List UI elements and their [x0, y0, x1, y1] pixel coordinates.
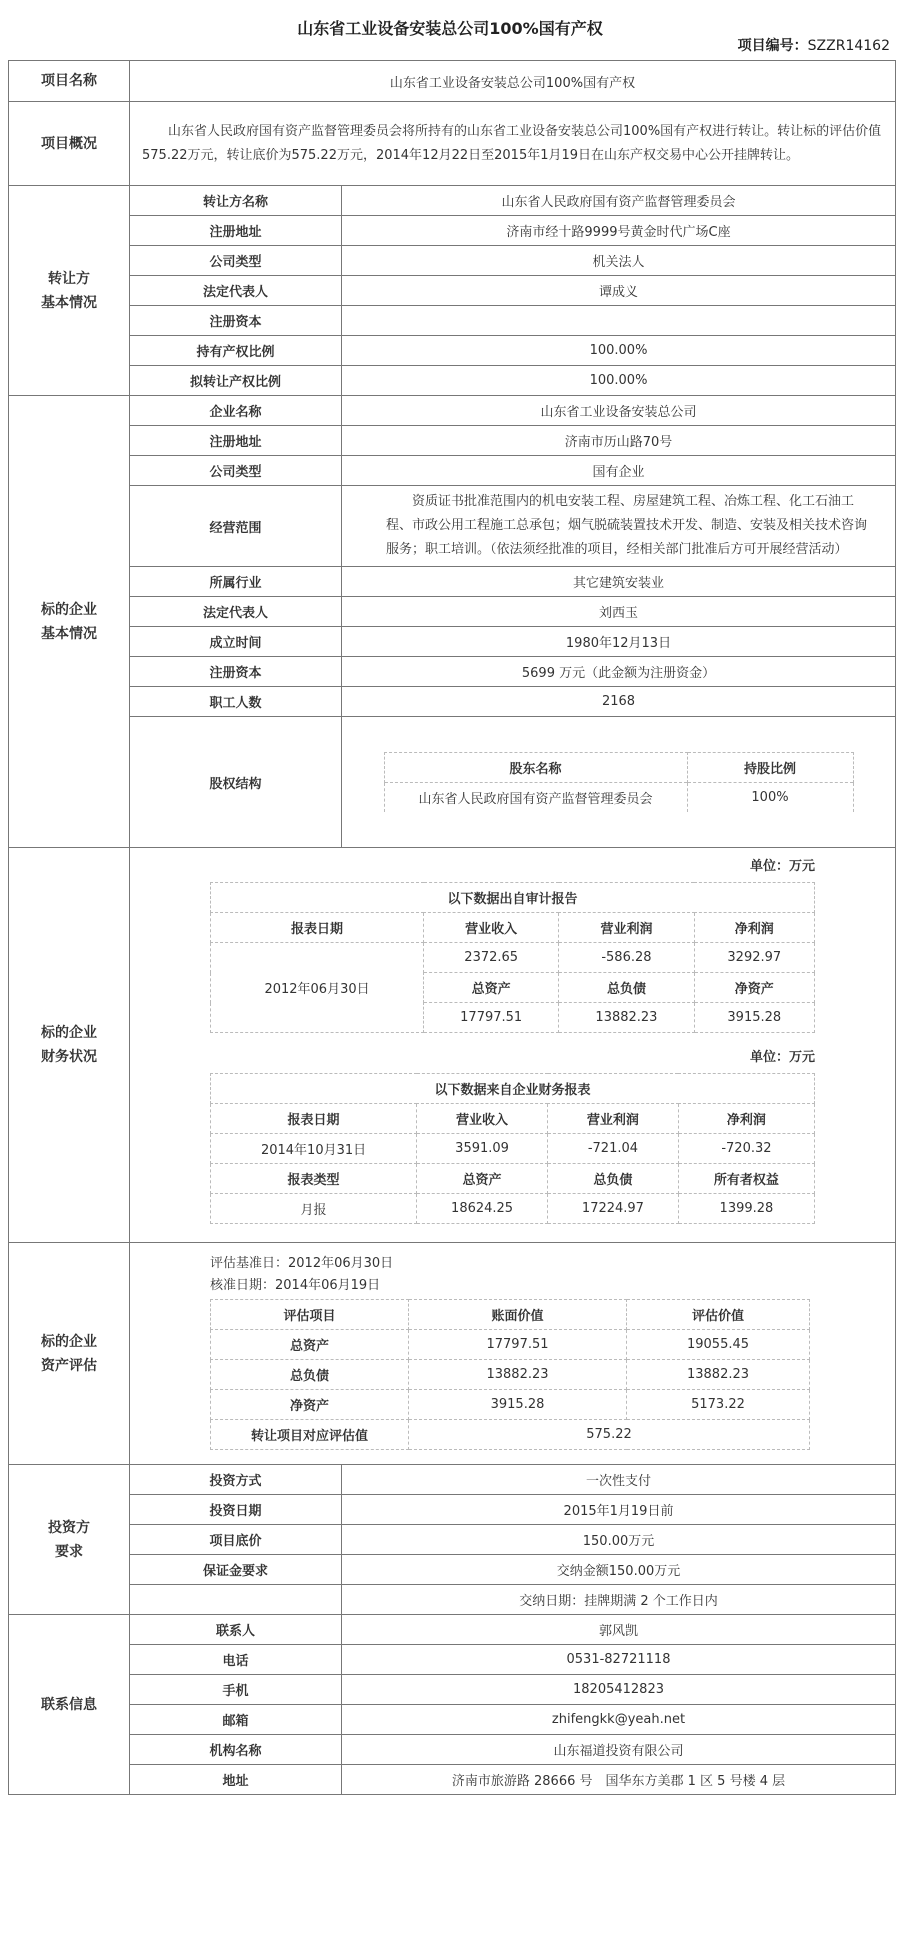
table-cell: 100% [687, 783, 853, 813]
column-header: 持股比例 [687, 753, 853, 783]
field-label: 法定代表人 [130, 597, 342, 627]
table-cell: 5173.22 [627, 1390, 810, 1420]
table-cell: 18624.25 [417, 1194, 548, 1224]
table-cell: 575.22 [409, 1420, 810, 1450]
table-row [211, 1390, 810, 1420]
investor-label-line2: 要求 [55, 1543, 83, 1560]
table-row [211, 1104, 815, 1134]
column-header: 营业收入 [417, 1104, 548, 1134]
field-value: 一次性支付 [342, 1465, 896, 1495]
target-section-label [9, 396, 130, 848]
row-header: 净资产 [211, 1390, 409, 1420]
project-name-row [9, 61, 896, 102]
table-cell: 3292.97 [694, 943, 814, 973]
table-row [130, 366, 895, 396]
column-header: 总资产 [417, 1164, 548, 1194]
project-name-value: 山东省工业设备安装总公司100%国有产权 [130, 61, 896, 102]
field-value: 交纳金额150.00万元 [342, 1555, 896, 1585]
transferor-label-line2: 基本情况 [41, 294, 97, 311]
field-label: 公司类型 [130, 246, 342, 276]
field-label: 注册资本 [130, 657, 342, 687]
column-header: 账面价值 [409, 1300, 627, 1330]
field-label: 成立时间 [130, 627, 342, 657]
table-cell: 17797.51 [409, 1330, 627, 1360]
page-title: 山东省工业设备安装总公司100%国有产权 [297, 19, 603, 38]
contact-table [130, 1615, 895, 1794]
column-header: 营业利润 [548, 1104, 679, 1134]
project-code-label: 项目编号： [737, 38, 808, 54]
report-table [210, 1073, 815, 1224]
project-name-label: 项目名称 [9, 61, 130, 102]
field-value: 100.00% [342, 336, 896, 366]
table-row [130, 657, 895, 687]
field-value: 其它建筑安装业 [342, 567, 896, 597]
field-label: 项目底价 [130, 1525, 342, 1555]
field-label: 地址 [130, 1765, 342, 1795]
field-label: 所属行业 [130, 567, 342, 597]
audit-table [210, 882, 815, 1033]
table-cell: 3915.28 [694, 1003, 814, 1033]
table-row [384, 753, 853, 783]
row-header: 转让项目对应评估值 [211, 1420, 409, 1450]
table-cell: 17224.97 [548, 1194, 679, 1224]
unit-label: 单位：万元 [749, 1050, 815, 1065]
table-row [130, 486, 895, 567]
table-cell: -720.32 [678, 1134, 814, 1164]
field-label: 公司类型 [130, 456, 342, 486]
table-row [130, 1495, 895, 1525]
contact-section-label: 联系信息 [9, 1615, 130, 1795]
contact-section [9, 1615, 896, 1795]
table-row [211, 913, 815, 943]
table-row [130, 246, 895, 276]
table-cell: 19055.45 [627, 1330, 810, 1360]
valuation-label-line2: 资产评估 [41, 1357, 97, 1374]
table-row [130, 627, 895, 657]
table-row [130, 1735, 895, 1765]
field-value: 100.00% [589, 373, 648, 388]
row-header: 总负债 [211, 1360, 409, 1390]
table-row [130, 567, 895, 597]
table-row [130, 216, 895, 246]
project-table [8, 60, 896, 1795]
field-label: 注册地址 [130, 426, 342, 456]
column-header: 报表类型 [211, 1164, 417, 1194]
transferor-section [9, 186, 896, 396]
finance-label-line2: 财务状况 [41, 1049, 97, 1065]
table-cell: -721.04 [548, 1134, 679, 1164]
table-row [130, 276, 895, 306]
field-value: 山东省人民政府国有资产监督管理委员会 [342, 186, 896, 216]
field-value: 150.00万元 [342, 1525, 896, 1555]
field-label: 注册地址 [130, 216, 342, 246]
field-value: 机关法人 [342, 246, 896, 276]
table-cell: 3915.28 [409, 1390, 627, 1420]
equity-table [384, 752, 854, 812]
field-value: 山东省工业设备安装总公司 [342, 396, 896, 426]
column-header: 评估项目 [211, 1300, 409, 1330]
table-row [130, 1465, 895, 1495]
table-row [130, 1705, 895, 1735]
table-row [211, 1330, 810, 1360]
field-label: 手机 [130, 1675, 342, 1705]
column-header: 报表日期 [211, 913, 424, 943]
investor-label-line1: 投资方 [48, 1519, 90, 1536]
field-label: 持有产权比例 [130, 336, 342, 366]
table-cell: 13882.23 [627, 1360, 810, 1390]
field-value: 济南市经十路9999号黄金时代广场C座 [342, 216, 896, 246]
table-cell: 13882.23 [559, 1003, 694, 1033]
column-header: 净利润 [694, 913, 814, 943]
table-row [130, 396, 895, 426]
investor-section-label [9, 1465, 130, 1615]
field-value: 5699 万元（此金额为注册资金） [342, 657, 896, 687]
valuation-base-date: 评估基准日：2012年06月30日 [210, 1256, 394, 1271]
field-value: 郭风凯 [342, 1615, 896, 1645]
target-section [9, 396, 896, 848]
valuation-label-line1: 标的企业 [41, 1333, 97, 1350]
investor-table [130, 1465, 895, 1614]
field-label: 注册资本 [130, 306, 342, 336]
table-cell: 3591.09 [417, 1134, 548, 1164]
field-value: 2015年1月19日前 [342, 1495, 896, 1525]
table-row [211, 883, 815, 913]
column-header: 营业利润 [559, 913, 694, 943]
field-label: 机构名称 [130, 1735, 342, 1765]
table-row [130, 306, 895, 336]
field-label: 企业名称 [130, 396, 342, 426]
finance-section-label [9, 848, 130, 1243]
table-row [211, 1420, 810, 1450]
finance-label-line1: 标的企业 [41, 1025, 97, 1041]
field-label [130, 1585, 342, 1615]
field-value: 0531-82721118 [342, 1645, 896, 1675]
field-value: 1980年12月13日 [342, 627, 896, 657]
table-row [130, 1675, 895, 1705]
row-header: 总资产 [211, 1330, 409, 1360]
table-caption: 以下数据出自审计报告 [211, 883, 815, 913]
table-row [130, 456, 895, 486]
table-row [130, 186, 895, 216]
table-row [130, 1585, 895, 1615]
field-label: 职工人数 [130, 687, 342, 717]
field-value: 山东福道投资有限公司 [342, 1735, 896, 1765]
table-row [130, 426, 895, 456]
table-row [211, 1134, 815, 1164]
overview-row [9, 102, 896, 186]
target-table [130, 396, 895, 847]
field-value: 交纳日期：挂牌期满 2 个工作日内 [519, 1594, 718, 1609]
table-cell: 13882.23 [409, 1360, 627, 1390]
transferor-section-label [9, 186, 130, 396]
table-row [130, 1765, 895, 1795]
table-row [211, 1164, 815, 1194]
field-value: 谭成义 [342, 276, 896, 306]
field-label: 邮箱 [130, 1705, 342, 1735]
field-value: 刘西玉 [342, 597, 896, 627]
field-label: 电话 [130, 1645, 342, 1675]
transferor-table [130, 186, 895, 395]
field-label: 经营范围 [130, 486, 342, 567]
column-header: 净利润 [678, 1104, 814, 1134]
table-row [130, 717, 895, 848]
valuation-section [9, 1243, 896, 1465]
column-header: 所有者权益 [678, 1164, 814, 1194]
target-label-line2: 基本情况 [41, 625, 97, 642]
table-row [211, 1074, 815, 1104]
table-cell: 山东省人民政府国有资产监督管理委员会 [384, 783, 687, 813]
table-row [130, 1645, 895, 1675]
table-row [211, 1300, 810, 1330]
unit-label: 单位：万元 [749, 859, 815, 874]
field-label: 转让方名称 [130, 186, 342, 216]
column-header: 总资产 [424, 973, 559, 1003]
table-row [130, 1525, 895, 1555]
table-caption: 以下数据来自企业财务报表 [211, 1074, 815, 1104]
valuation-section-label [9, 1243, 130, 1465]
overview-label: 项目概况 [9, 102, 130, 186]
field-label: 保证金要求 [130, 1555, 342, 1585]
column-header: 评估价值 [627, 1300, 810, 1330]
investor-section [9, 1465, 896, 1615]
column-header: 股东名称 [384, 753, 687, 783]
field-label: 联系人 [130, 1615, 342, 1645]
table-cell: -586.28 [559, 943, 694, 973]
business-scope: 资质证书批准范围内的机电安装工程、房屋建筑工程、冶炼工程、化工石油工程、市政公用工程施工总承包；烟气脱硫装置技术开发、制造、安装及相关技术咨询服务；职工培训。（依法须经批准的项目，经相关部门批准后方可开展经营活动） [342, 486, 896, 567]
field-label: 投资方式 [130, 1465, 342, 1495]
valuation-approve-date: 核准日期：2014年06月19日 [210, 1278, 381, 1293]
field-value: 济南市历山路70号 [342, 426, 896, 456]
target-label-line1: 标的企业 [41, 601, 97, 618]
table-row [130, 1555, 895, 1585]
field-value: 济南市旅游路 28666 号 国华东方美郡 1 区 5 号楼 4 层 [451, 1774, 786, 1789]
column-header: 总负债 [559, 973, 694, 1003]
table-cell: 2372.65 [424, 943, 559, 973]
column-header: 营业收入 [424, 913, 559, 943]
email-value: zhifengkk@yeah.net [342, 1705, 896, 1735]
column-header: 总负债 [548, 1164, 679, 1194]
field-label: 拟转让产权比例 [130, 366, 342, 396]
column-header: 报表日期 [211, 1104, 417, 1134]
table-row [130, 1615, 895, 1645]
table-row [130, 336, 895, 366]
field-value: 2168 [342, 687, 896, 717]
table-cell: 2014年10月31日 [211, 1134, 417, 1164]
table-row [211, 1194, 815, 1224]
table-cell: 月报 [211, 1194, 417, 1224]
overview-text: 山东省人民政府国有资产监督管理委员会将所持有的山东省工业设备安装总公司100%国有产权进行转让。转让标的评估价值575.22万元，转让底价为575.22万元，2014年12月22日至2015年1月19日在山东产权交易中心公开挂牌转让。 [130, 102, 896, 186]
table-row [130, 597, 895, 627]
field-value: 国有企业 [342, 456, 896, 486]
table-cell: 17797.51 [424, 1003, 559, 1033]
finance-section [9, 848, 896, 1243]
transferor-label-line1: 转让方 [48, 270, 90, 287]
field-label: 股权结构 [130, 717, 342, 848]
column-header: 净资产 [694, 973, 814, 1003]
field-label: 法定代表人 [130, 276, 342, 306]
project-code-value: SZZR14162 [807, 38, 890, 54]
table-cell: 1399.28 [678, 1194, 814, 1224]
table-row [211, 1360, 810, 1390]
table-row [211, 943, 815, 973]
table-row [384, 783, 853, 813]
field-label: 投资日期 [130, 1495, 342, 1525]
table-cell: 2012年06月30日 [211, 943, 424, 1033]
valuation-table [210, 1299, 810, 1450]
field-value: 18205412823 [342, 1675, 896, 1705]
table-row [130, 687, 895, 717]
field-value [342, 306, 896, 336]
